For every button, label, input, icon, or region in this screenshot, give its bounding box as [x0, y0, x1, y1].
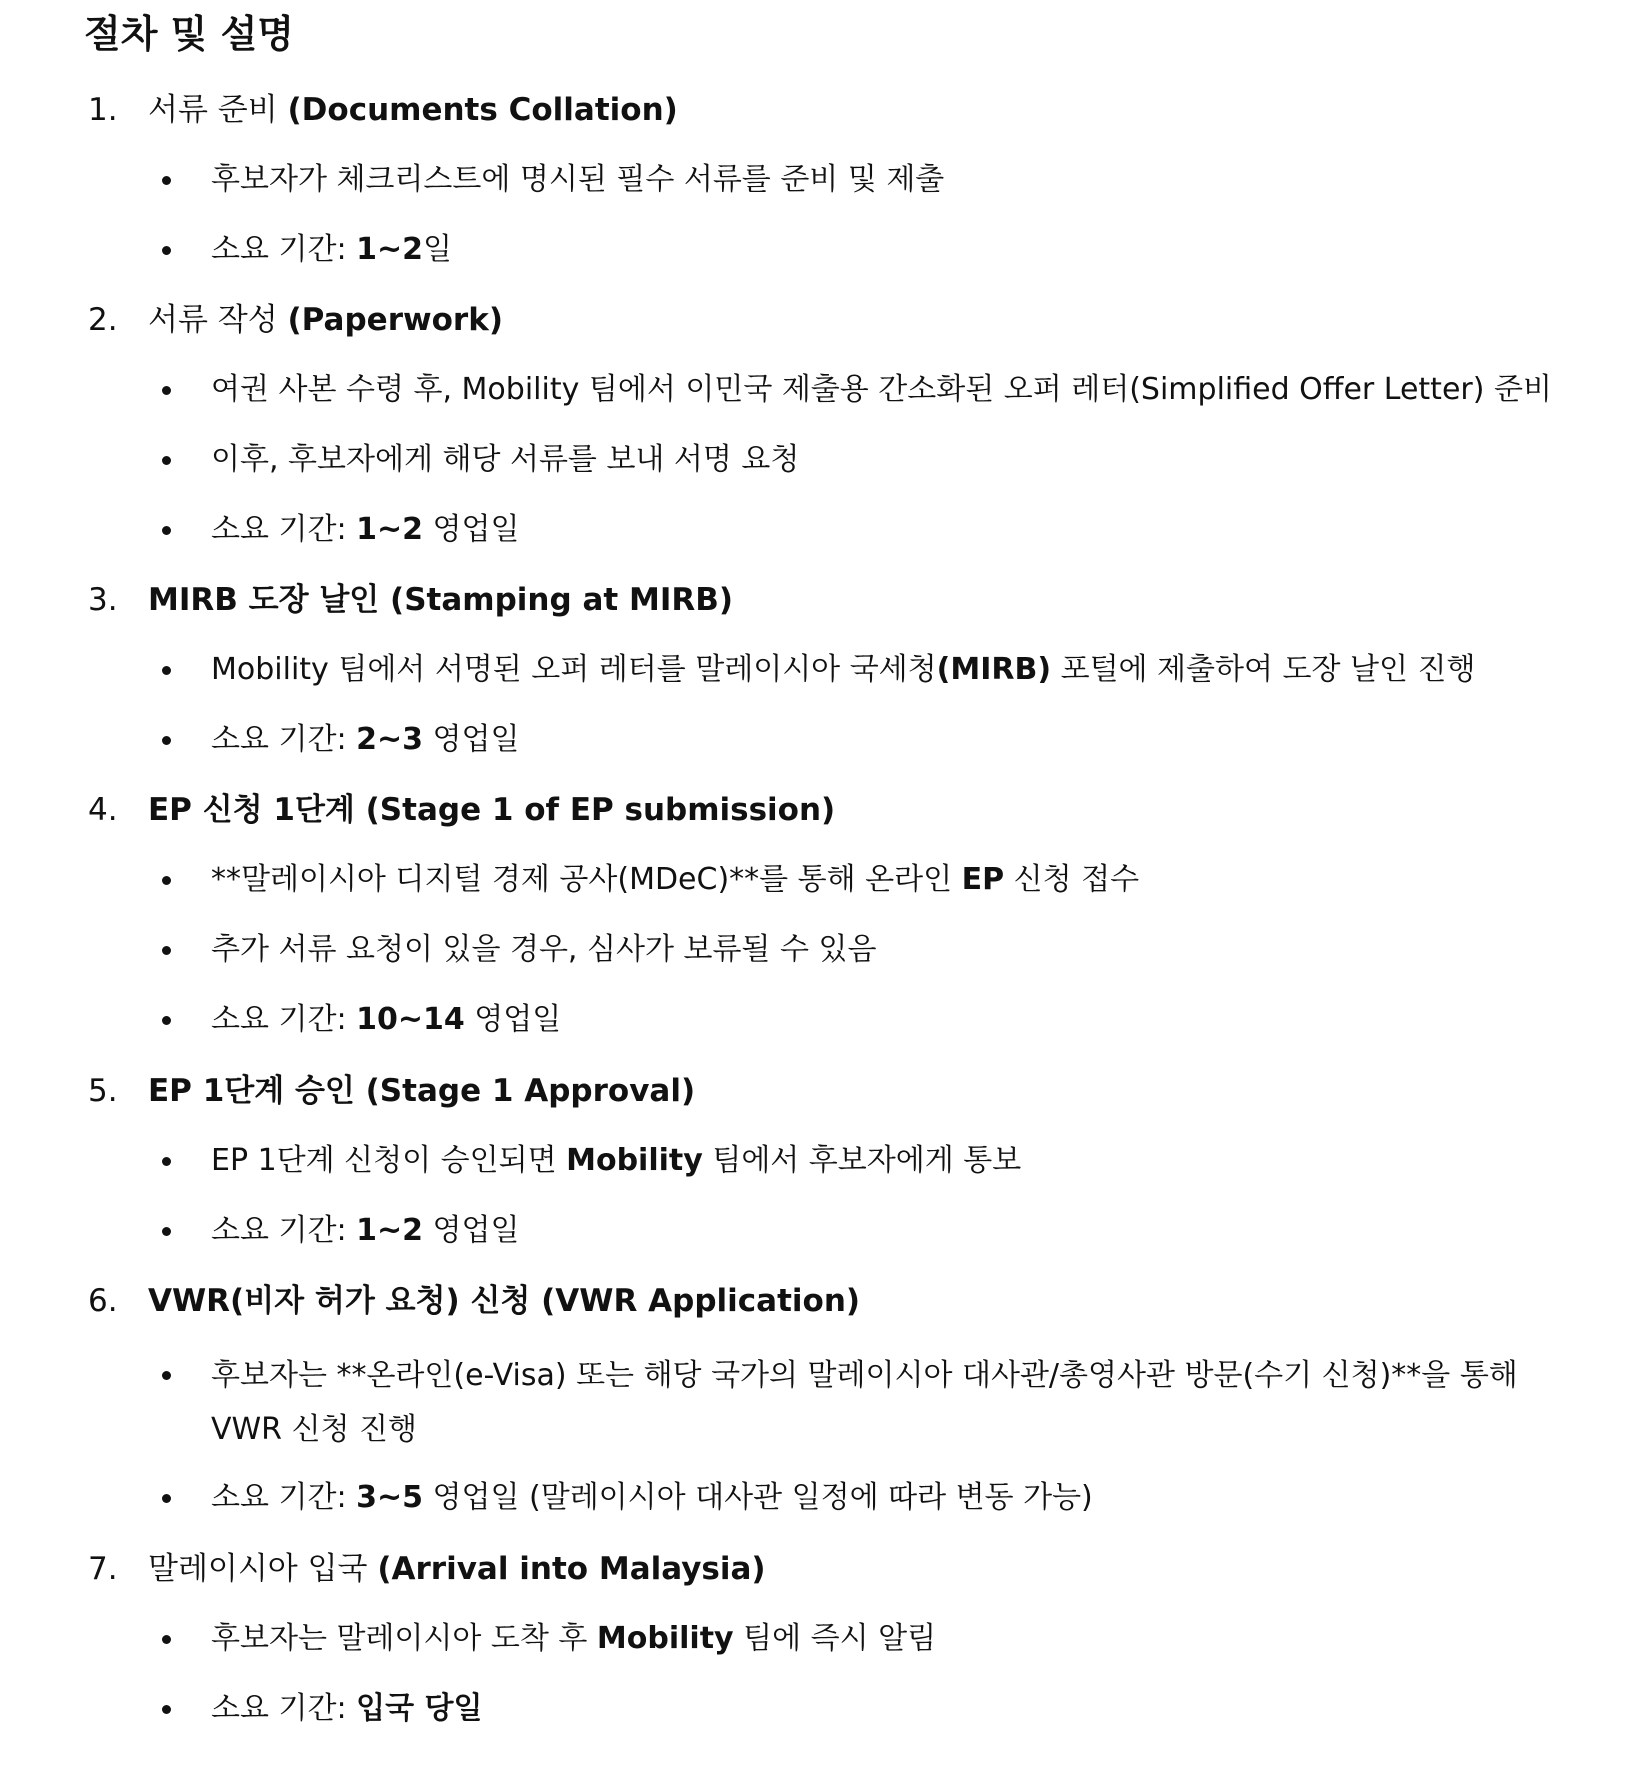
list-item-text: 여권 사본 수령 후, Mobility 팀에서 이민국 제출용 간소화된 오퍼 레터(Simplified Offer Letter) 준비 [211, 372, 1552, 407]
bullet-icon [162, 1227, 171, 1236]
step-1 [88, 87, 678, 133]
step-4 [88, 787, 835, 833]
duration-value: 1~2 [356, 1213, 423, 1248]
bullet-icon [162, 456, 171, 465]
step-title: 서류 작성 [148, 302, 288, 338]
list-item-text: 추가 서류 요청이 있을 경우, 심사가 보류될 수 있음 [211, 932, 877, 967]
duration-label: 소요 기간: [211, 1480, 357, 1515]
step-title: EP 1단계 승인 [148, 1073, 366, 1109]
list-item-text: **말레이시아 디지털 경제 공사(MDeC)**를 통해 온라인 [211, 862, 962, 897]
step-title: 서류 준비 [148, 92, 288, 128]
step-title-english: (Stamping at MIRB) [390, 582, 734, 618]
list-item-emphasis: Mobility [596, 1621, 734, 1656]
list-item [162, 157, 944, 203]
list-item-text: 후보자가 체크리스트에 명시된 필수 서류를 준비 및 제출 [211, 162, 945, 197]
bullet-icon [162, 526, 171, 535]
bullet-icon [162, 1494, 171, 1503]
bullet-icon [162, 1371, 171, 1380]
bullet-icon [162, 386, 171, 395]
duration-value: 2~3 [356, 722, 423, 757]
list-item-emphasis: EP [961, 862, 1005, 897]
bullet-icon [162, 666, 171, 675]
step-number: 2. [88, 302, 118, 338]
duration-suffix: 영업일 [423, 512, 520, 547]
list-item [162, 647, 1475, 693]
duration-item [162, 1686, 482, 1732]
step-title-english: (Paperwork) [287, 302, 503, 338]
page-title: 절차 및 설명 [84, 12, 294, 56]
step-title: EP 신청 1단계 [148, 792, 366, 828]
step-number: 1. [88, 92, 118, 128]
step-3 [88, 577, 733, 623]
duration-item [162, 507, 519, 553]
list-item [162, 857, 1139, 903]
bullet-icon [162, 1016, 171, 1025]
list-item-text: 후보자는 **온라인(e-Visa) 또는 해당 국가의 말레이시아 대사관/총영사관 방문(수기 신청)**을 통해 VWR 신청 진행 [211, 1358, 1518, 1447]
list-item-text-end: 포털에 제출하여 도장 날인 진행 [1051, 652, 1476, 687]
bullet-icon [162, 946, 171, 955]
bullet-icon [162, 876, 171, 885]
duration-value: 입국 당일 [356, 1691, 483, 1726]
bullet-icon [162, 246, 171, 255]
list-item [162, 437, 799, 483]
step-title-english: (Stage 1 of EP submission) [365, 792, 836, 828]
step-number: 3. [88, 582, 118, 618]
step-6 [88, 1278, 860, 1324]
step-number: 6. [88, 1283, 118, 1319]
list-item-text: Mobility 팀에서 서명된 오퍼 레터를 말레이시아 국세청 [211, 652, 937, 687]
list-item-text-end: 팀에 즉시 알림 [733, 1621, 937, 1656]
duration-suffix: 영업일 [464, 1002, 562, 1037]
list-item [162, 367, 1552, 413]
step-number: 5. [88, 1073, 118, 1109]
duration-value: 10~14 [356, 1002, 465, 1037]
duration-label: 소요 기간: [211, 232, 357, 267]
step-number: 4. [88, 792, 118, 828]
duration-value: 1~2 [356, 232, 423, 267]
step-title: 말레이시아 입국 [148, 1551, 378, 1587]
duration-suffix: 영업일 (말레이시아 대사관 일정에 따라 변동 가능) [423, 1480, 1093, 1515]
bullet-icon [162, 1705, 171, 1714]
list-item [162, 1616, 936, 1662]
list-item [162, 1138, 1021, 1184]
step-2 [88, 297, 503, 343]
duration-label: 소요 기간: [211, 1691, 357, 1726]
list-item-text-end: 신청 접수 [1004, 862, 1140, 897]
step-title-english: (Stage 1 Approval) [365, 1073, 696, 1109]
duration-item [162, 227, 452, 273]
step-title-english: (Arrival into Malaysia) [377, 1551, 766, 1587]
duration-item [162, 1208, 519, 1254]
duration-label: 소요 기간: [211, 1213, 357, 1248]
step-number: 7. [88, 1551, 118, 1587]
step-title: MIRB 도장 날인 [148, 582, 391, 618]
duration-label: 소요 기간: [211, 722, 357, 757]
step-5 [88, 1068, 695, 1114]
duration-item [162, 997, 561, 1043]
list-item-text: EP 1단계 신청이 승인되면 [211, 1143, 567, 1178]
duration-suffix: 일 [423, 232, 452, 267]
list-item-emphasis: Mobility [566, 1143, 703, 1178]
duration-item [162, 717, 519, 763]
duration-suffix: 영업일 [423, 1213, 520, 1248]
step-title-english: (Documents Collation) [287, 92, 678, 128]
step-title: VWR(비자 허가 요청) 신청 [148, 1283, 542, 1319]
duration-label: 소요 기간: [211, 1002, 357, 1037]
list-item [162, 1349, 1542, 1457]
duration-item [162, 1475, 1093, 1521]
duration-label: 소요 기간: [211, 512, 357, 547]
list-item-emphasis: (MIRB) [936, 652, 1052, 687]
duration-suffix: 영업일 [423, 722, 520, 757]
list-item-text: 이후, 후보자에게 해당 서류를 보내 서명 요청 [211, 442, 800, 477]
step-7 [88, 1546, 766, 1592]
bullet-icon [162, 1635, 171, 1644]
duration-value: 1~2 [356, 512, 423, 547]
list-item [162, 927, 876, 973]
list-item-text-end: 팀에서 후보자에게 통보 [702, 1143, 1022, 1178]
bullet-icon [162, 1157, 171, 1166]
list-item-text: 후보자는 말레이시아 도착 후 [211, 1621, 597, 1656]
duration-value: 3~5 [356, 1480, 423, 1515]
step-title-english: (VWR Application) [541, 1283, 861, 1319]
bullet-icon [162, 736, 171, 745]
bullet-icon [162, 176, 171, 185]
